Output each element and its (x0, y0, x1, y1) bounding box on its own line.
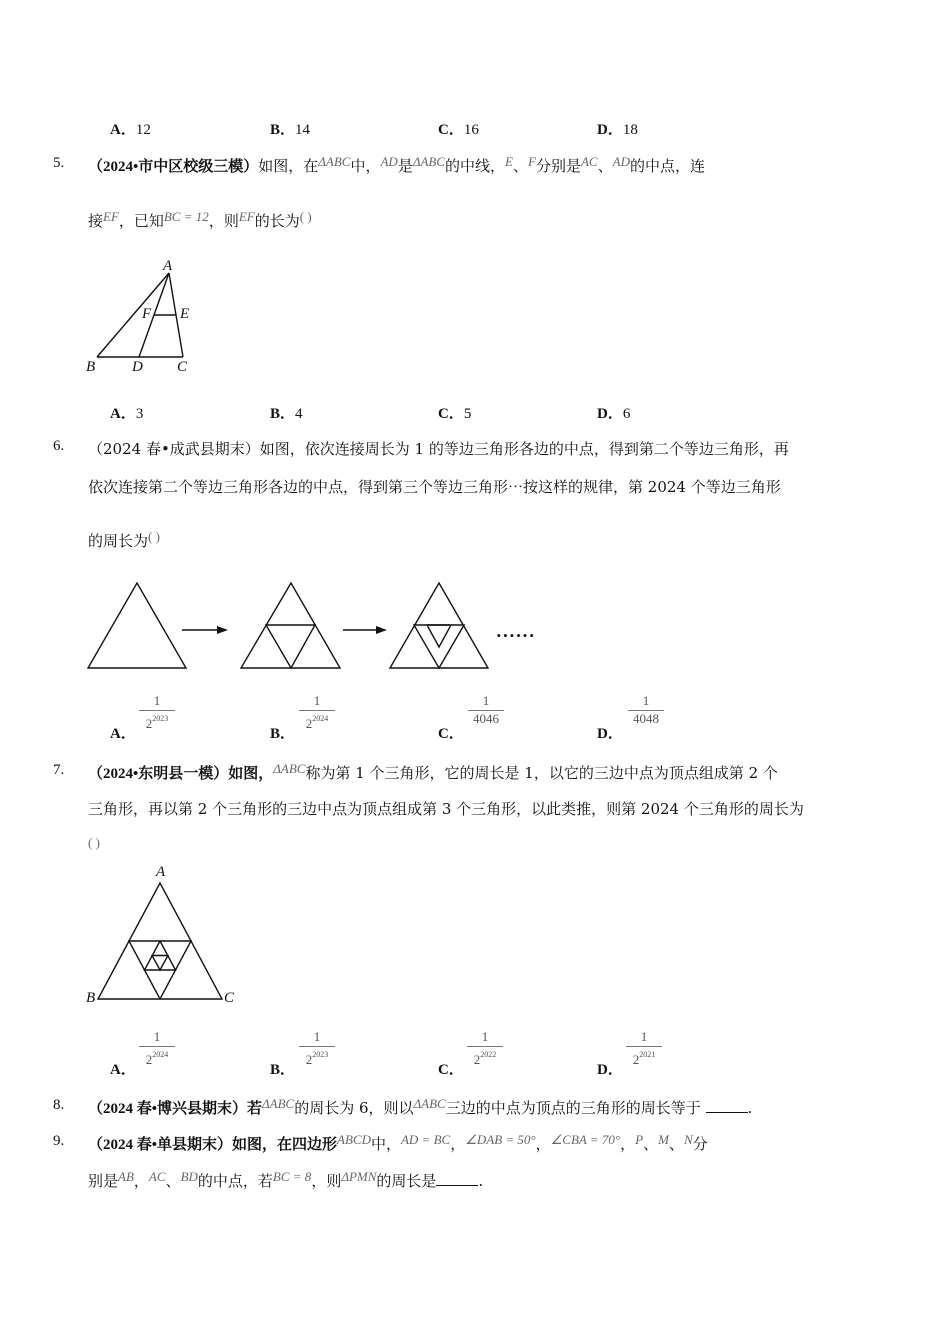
q7-text-line1: （2024•东明县一模）如图，ΔABC称为第 1 个三角形，它的周长是 1，以它的三边中点为顶点组成第 2 个 (88, 761, 778, 782)
q7-option-a[interactable]: A． (110, 1062, 136, 1078)
q5-option-a[interactable]: A．3 (110, 406, 144, 422)
q8-answer-blank[interactable] (706, 1100, 748, 1113)
q7-triangle-4 (152, 956, 168, 971)
q6-option-b[interactable]: B． (270, 726, 296, 742)
q6-number: 6. (53, 438, 65, 454)
q7-text-line2: 三角形，再以第 2 个三角形的三边中点为顶点组成第 3 个三角形，以此类推，则第 2024 个三角形的周长为 (88, 800, 804, 818)
q7-option-c-fraction: 1 $2^{2022}$ (465, 1030, 505, 1067)
q4-option-c[interactable]: C．16 (438, 122, 479, 138)
q7-label-a: A (156, 864, 166, 880)
answer-paren: ( ) (148, 529, 160, 544)
q6-option-c-fraction: 1 4046 (466, 694, 506, 726)
q4-option-b[interactable]: B．14 (270, 122, 311, 138)
q6-triangle-sequence (80, 575, 560, 675)
q5-text-line2: 接EF，已知BC = 12，则EF的长为( ) (88, 209, 312, 230)
q7-label-b: B (86, 990, 96, 1006)
q5-number: 5. (53, 155, 65, 171)
q4-option-a[interactable]: A．12 (110, 122, 151, 138)
q6-option-d[interactable]: D． (597, 726, 623, 742)
q9-answer-blank[interactable] (436, 1173, 478, 1186)
q6-text-line2: 依次连接第二个等边三角形各边的中点，得到第三个等边三角形⋯按这样的规律，第 2024 个等边三角形 (88, 478, 781, 496)
q6-triangle-3-inner (427, 625, 451, 647)
q9-text-line2: 别是AB，AC、BD的中点，若BC = 8，则ΔPMN的周长是 . (88, 1169, 484, 1190)
q7-option-a-fraction: 1 $2^{2024}$ (137, 1030, 177, 1067)
q5-label-c: C (177, 359, 188, 375)
answer-paren: ( ) (88, 835, 100, 850)
answer-paren: ( ) (299, 209, 312, 224)
q5-option-b[interactable]: B．4 (270, 406, 303, 422)
q6-triangle-2-inner (266, 625, 315, 668)
q9-text-line1: （2024 春•单县期末）如图，在四边形ABCD中，AD = BC，∠DAB = 50°，∠CBA = 70°，P、M、N分 (88, 1132, 708, 1153)
q5-option-c[interactable]: C．5 (438, 406, 472, 422)
q7-option-c[interactable]: C． (438, 1062, 464, 1078)
q5-option-d[interactable]: D．6 (597, 406, 631, 422)
q7-number: 7. (53, 762, 65, 778)
q6-triangle-1 (88, 583, 186, 668)
arrow-head-icon (217, 626, 228, 634)
q6-text-line1: （2024 春•成武县期末）如图，依次连接周长为 1 的等边三角形各边的中点，得到第二个等边三角形，再 (88, 440, 789, 458)
q7-option-b[interactable]: B． (270, 1062, 296, 1078)
q6-continuation-dots: ...... (496, 622, 536, 641)
q6-option-a[interactable]: A． (110, 726, 136, 742)
q5-label-f: F (142, 306, 152, 322)
q6-text-line3: 的周长为( ) (88, 529, 160, 550)
q6-option-d-fraction: 1 4048 (626, 694, 666, 726)
q7-label-c: C (224, 990, 235, 1006)
q4-option-d[interactable]: D．18 (597, 122, 638, 138)
q6-option-c[interactable]: C． (438, 726, 464, 742)
q5-source: （2024•市中区校级三模） (88, 159, 259, 175)
q7-option-d[interactable]: D． (597, 1062, 623, 1078)
q5-text-line1: （2024•市中区校级三模）如图，在ΔABC中，AD是ΔABC的中线，E、F分别是AC、AD的中点，连 (88, 154, 705, 175)
q8-text: （2024 春•博兴县期末）若ΔABC的周长为 6，则以ΔABC三边的中点为顶点的三角形的周长等于 . (88, 1096, 753, 1117)
q5-label-b: B (86, 359, 96, 375)
q5-label-a: A (163, 258, 173, 274)
q5-label-e: E (180, 306, 190, 322)
arrow-head-icon (376, 626, 387, 634)
q6-option-a-fraction: 1 $2^{2023}$ (137, 694, 177, 731)
q7-option-d-fraction: 1 $2^{2021}$ (624, 1030, 664, 1067)
q7-option-b-fraction: 1 $2^{2023}$ (297, 1030, 337, 1067)
q8-number: 8. (53, 1097, 65, 1113)
q6-option-b-fraction: 1 $2^{2024}$ (297, 694, 337, 731)
q9-number: 9. (53, 1133, 65, 1149)
q5-label-d: D (132, 359, 143, 375)
